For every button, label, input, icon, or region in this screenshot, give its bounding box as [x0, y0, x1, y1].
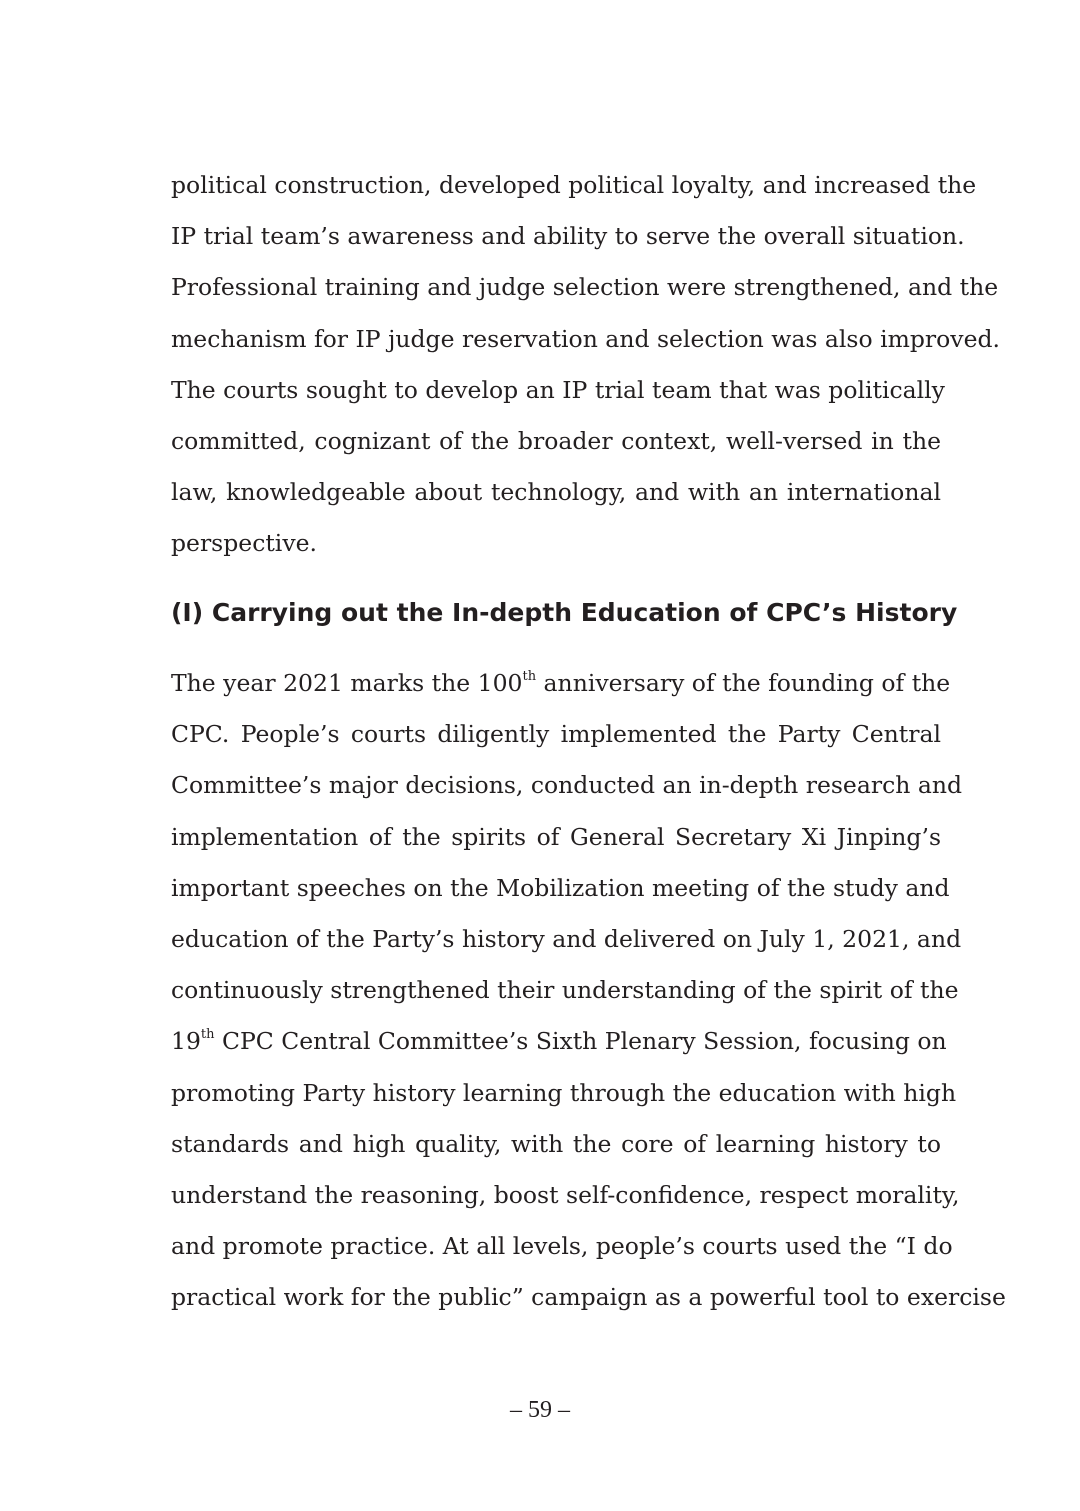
text-line: law, knowledgeable about technology, and with an international [171, 478, 941, 507]
text-line: understand the reasoning, boost self-confidence, respect morality, [171, 1180, 960, 1209]
text-line [171, 1016, 947, 1067]
text-segment: The year 2021 marks the 100 [171, 669, 523, 697]
section-heading: (I) Carrying out the In-depth Education of CPC’s History [171, 598, 958, 627]
text-line: practical work for the public” campaign as a powerful tool to exercise [171, 1283, 1006, 1312]
text-segment: CPC Central Committee’s Sixth Plenary Session, focusing on [214, 1027, 947, 1056]
text-line [171, 658, 951, 709]
text-line: perspective. [171, 529, 317, 558]
paragraph-1 [171, 160, 1001, 570]
text-segment: 19 [171, 1027, 201, 1056]
text-line: continuously strengthened their understanding of the spirit of the [171, 976, 959, 1005]
text-line: Professional training and judge selection were strengthened, and the [171, 273, 999, 302]
text-line: IP trial team’s awareness and ability to serve the overall situation. [171, 222, 965, 251]
text-line: Committee’s major decisions, conducted an in-depth research and [171, 771, 963, 800]
text-line: political construction, developed political loyalty, and increased the [171, 171, 977, 199]
page-number: – 59 – [510, 1397, 570, 1423]
text-line: The courts sought to develop an IP trial team that was politically [171, 375, 945, 404]
superscript: th [200, 1027, 215, 1043]
text-segment: anniversary of the founding of the [536, 669, 951, 697]
paragraph-2 [171, 658, 1006, 1323]
text-line: and promote practice. At all levels, people’s courts used the “I do [171, 1232, 953, 1261]
text-line: CPC. People’s courts diligently implemented the Party Central [171, 720, 941, 749]
text-line: standards and high quality, with the core of learning history to [171, 1129, 941, 1158]
superscript: th [522, 669, 537, 685]
text-line: committed, cognizant of the broader context, well-versed in the [171, 426, 941, 455]
text-line: implementation of the spirits of General Secretary Xi Jinping’s [171, 822, 941, 851]
text-line: important speeches on the Mobilization meeting of the study and [171, 873, 950, 902]
text-line: promoting Party history learning through the education with high [171, 1078, 957, 1107]
text-line: education of the Party’s history and delivered on July 1, 2021, and [171, 924, 962, 953]
text-line: mechanism for IP judge reservation and selection was also improved. [171, 324, 1001, 353]
